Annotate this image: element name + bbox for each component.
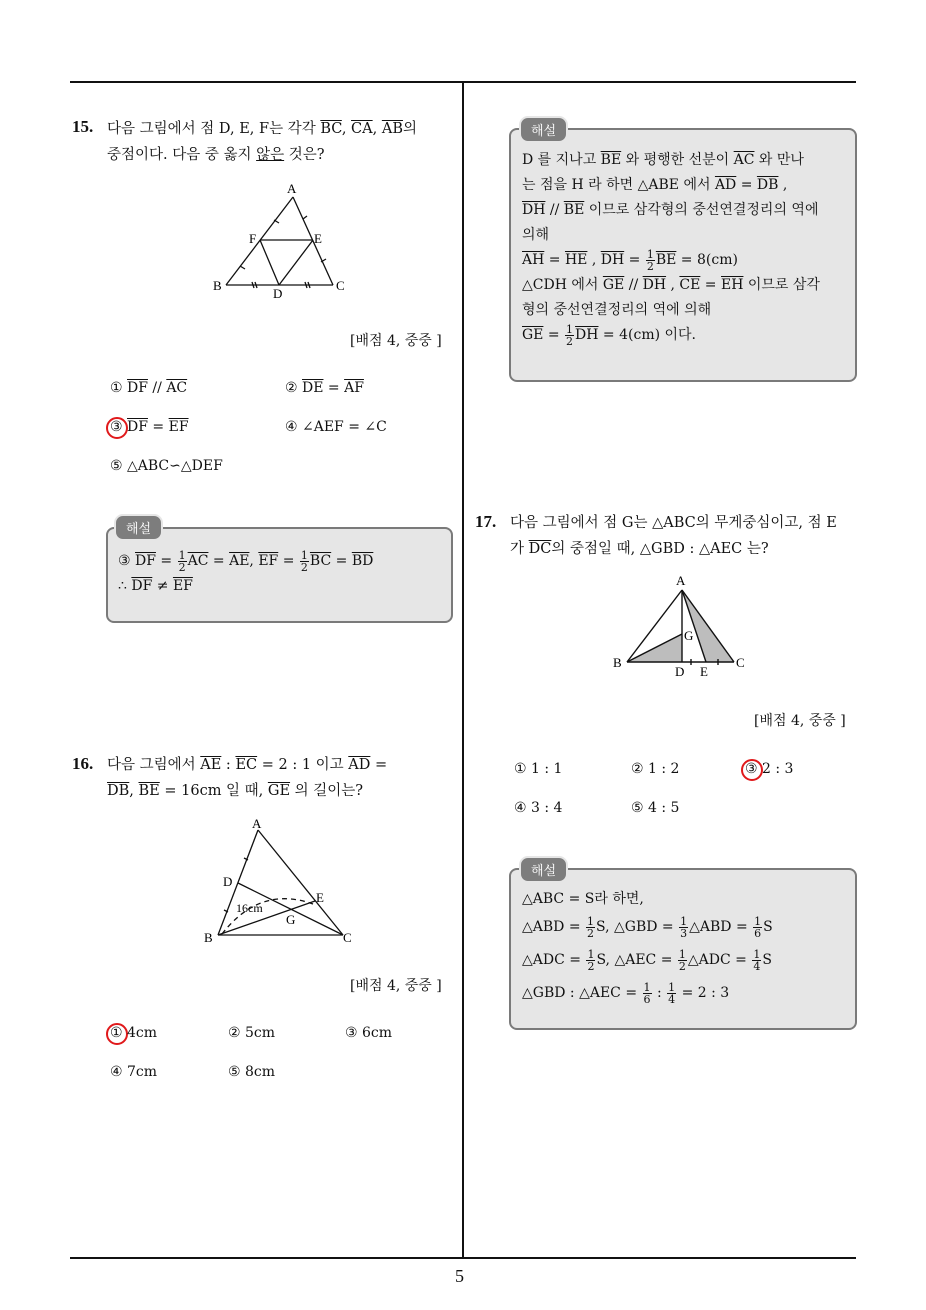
q15-label-b: B [213,278,222,293]
q16-solution-line1: D 를 지나고 $\overline{BE}$ 와 평행한 선분이 $\overline{AC}$ 와 만나 [522,152,804,168]
q16-solution-tag: 해설 [519,116,568,143]
q16-line1: 다음 그림에서 $\overline{AE}$ : $\overline{EC} = 2$ : 1 이고 $\overline{AD}$ = [107,757,388,773]
q15-label-d: D [273,286,283,300]
q15-solution-line2: ∴ $\overline{DF} \ne \overline{EF}$ [118,578,193,594]
q15-question [107,116,457,168]
q16-solution-line5: $\overline{AH} = \overline{HE}$ , $\overline{DH}$ = $\frac{1}{2}$ $\overline{BE} = 8(cm)$ [522,247,738,273]
q16-solution-line6: △CDH 에서 $\overline{GE} // \overline{DH}$ , $\overline{CE} = \overline{EH}$ 이므로 삼각 [522,277,820,293]
q17-label-d: D [675,664,685,679]
q17-question [510,510,860,562]
q17-number: 17. [475,512,497,531]
q16-choice-5[interactable]: ⑤ 8cm [228,1064,276,1080]
q16-label-c: C [343,930,352,945]
q15-figure [205,180,355,300]
q17-score: [배점 4, 중중 ] [754,713,846,729]
q16-choice-2[interactable]: ② 5cm [228,1025,276,1041]
q17-label-a: A [676,573,686,588]
q16-choice-4[interactable]: ④ 7cm [110,1064,158,1080]
q15-solution-tag: 해설 [114,514,163,541]
bottom-rule [70,1257,856,1259]
q16-solution [522,148,847,348]
q17-choice-4[interactable]: ④ 3 : 4 [514,800,563,816]
q17-solution [522,887,773,1010]
q17-solution-tag: 해설 [519,856,568,883]
q17-solution-line3: △ADC = $\frac{1}{2}$ S, △AEC = $\frac{1}{2}$ △ADC = $\frac{1}{4}$ S [522,947,772,973]
q15-label-e: E [314,231,322,246]
q15-label-c: C [336,278,345,293]
q17-label-e: E [700,664,708,679]
column-divider [462,82,464,1258]
q16-solution-line7: 형의 중선연결정리의 역에 의해 [522,302,712,318]
q15-choice-2[interactable]: ② $\overline{DE} = \overline{AF}$ [285,380,364,396]
q16-label-a: A [252,816,262,831]
q16-label-b: B [204,930,213,945]
q15-label-a: A [287,181,297,196]
q15-choice-4[interactable]: ④ ∠AEF = ∠C [285,419,387,435]
q17-line1: 다음 그림에서 점 G는 △ABC의 무게중심이고, 점 E [510,515,837,531]
q17-choice-5[interactable]: ⑤ 4 : 5 [631,800,680,816]
q15-solution-line1: ③ $\overline{DF}$ = $\frac{1}{2}$ $\overline{AC} = \overline{AE}$, $\overline{EF}$ = $\frac{1}{2}$ $\overline{BC} = \overline{BD}$ [118,548,374,574]
q15-solution [118,549,373,599]
q16-score: [배점 4, 중중 ] [350,978,442,994]
q15-number: 15. [72,117,94,136]
q17-choice-2[interactable]: ② 1 : 2 [631,761,680,777]
q16-choice-1[interactable]: ① 4cm [110,1025,158,1041]
q16-line2: $\overline{DB}$, $\overline{BE} = 16cm$ 일 때, $\overline{GE}$ 의 길이는? [107,783,364,799]
q16-choice-3[interactable]: ③ 6cm [345,1025,393,1041]
q17-line2: 가 $\overline{DC}$의 중점일 때, △GBD : △AEC 는? [510,541,769,557]
q17-choice-3[interactable]: ③ 2 : 3 [745,761,794,777]
q15-line1: 다음 그림에서 점 D, E, F는 각각 $\overline{BC}$, $\overline{CA}$, $\overline{AB}$의 [107,121,417,137]
q15-score: [배점 4, 중중 ] [350,333,442,349]
q16-solution-line3: $\overline{DH} // \overline{BE}$ 이므로 삼각형의 중선연결정리의 역에 [522,202,819,218]
q17-solution-line4: △GBD : △AEC = $\frac{1}{6}$ : $\frac{1}{4}$ = 2 : 3 [522,980,730,1006]
q15-choice-5[interactable]: ⑤ △ABC∽△DEF [110,458,223,474]
q16-solution-line2: 는 점을 H 라 하면 △ABE 에서 $\overline{AD} = \overline{DB}$ , [522,177,788,193]
q16-label-g: G [286,912,296,927]
q16-label-length: 16cm [236,901,263,915]
q15-line2: 중점이다. 다음 중 옳지 않은 것은? [107,147,325,163]
q15-choice-3[interactable]: ③ $\overline{DF} = \overline{EF}$ [110,419,189,435]
q17-solution-line1: △ABC = S라 하면, [522,891,644,907]
q16-label-e: E [316,890,324,905]
q15-choice-1[interactable]: ① $\overline{DF} // \overline{AC}$ [110,380,188,396]
page-number: 5 [455,1266,464,1286]
q16-question [107,752,457,804]
q16-figure [200,815,365,950]
q17-choice-1[interactable]: ① 1 : 1 [514,761,563,777]
q16-label-d: D [223,874,233,889]
q15-label-f: F [249,231,257,246]
q17-label-c: C [736,655,745,670]
q17-solution-line2: △ABD = $\frac{1}{2}$ S, △GBD = $\frac{1}{3}$ △ABD = $\frac{1}{6}$ S [522,914,773,940]
q17-label-g: G [684,628,694,643]
q16-solution-line8: $\overline{GE}$ = $\frac{1}{2}$ $\overline{DH} = 4(cm)$ 이다. [522,322,697,348]
q16-number: 16. [72,754,94,773]
q17-label-b: B [613,655,622,670]
q17-figure [605,570,755,680]
q16-solution-line4: 의해 [522,227,550,243]
